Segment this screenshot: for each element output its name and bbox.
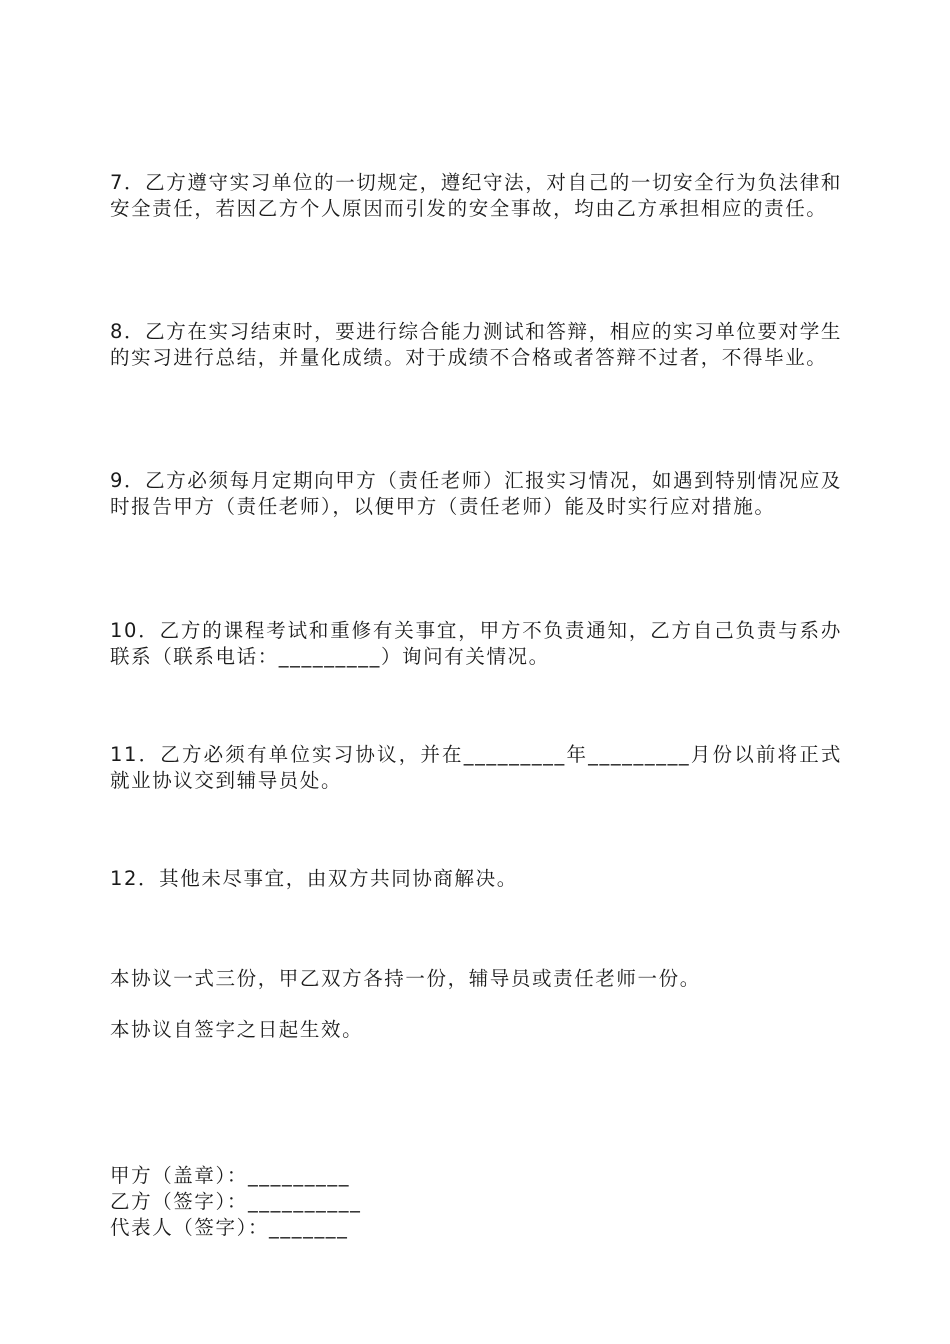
clause-9: 9．乙方必须每月定期向甲方（责任老师）汇报实习情况，如遇到特别情况应及时报告甲方（责任老师），以便甲方（责任老师）能及时实行应对措施。 xyxy=(110,469,842,518)
party-b-signature-line: 乙方（签字）：__________ xyxy=(110,1190,362,1213)
clause-8: 8．乙方在实习结束时，要进行综合能力测试和答辩，相应的实习单位要对学生的实习进行总结，并量化成绩。对于成绩不合格或者答辩不过者，不得毕业。 xyxy=(110,320,842,369)
representative-signature-line: 代表人（签字）：_______ xyxy=(110,1216,349,1239)
clause-12: 12．其他未尽事宜，由双方共同协商解决。 xyxy=(110,867,518,890)
clause-7: 7．乙方遵守实习单位的一切规定，遵纪守法，对自己的一切安全行为负法律和安全责任，若因乙方个人原因而引发的安全事故，均由乙方承担相应的责任。 xyxy=(110,171,842,220)
clause-11: 11．乙方必须有单位实习协议，并在_________年_________月份以前将正式就业协议交到辅导员处。 xyxy=(110,743,842,792)
copies-statement: 本协议一式三份，甲乙双方各持一份，辅导员或责任老师一份。 xyxy=(110,967,701,990)
party-a-signature-line: 甲方（盖章）：_________ xyxy=(110,1164,351,1187)
effective-statement: 本协议自签字之日起生效。 xyxy=(110,1018,364,1041)
clause-10: 10．乙方的课程考试和重修有关事宜，甲方不负责通知，乙方自己负责与系办联系（联系电话：_________）询问有关情况。 xyxy=(110,619,842,668)
